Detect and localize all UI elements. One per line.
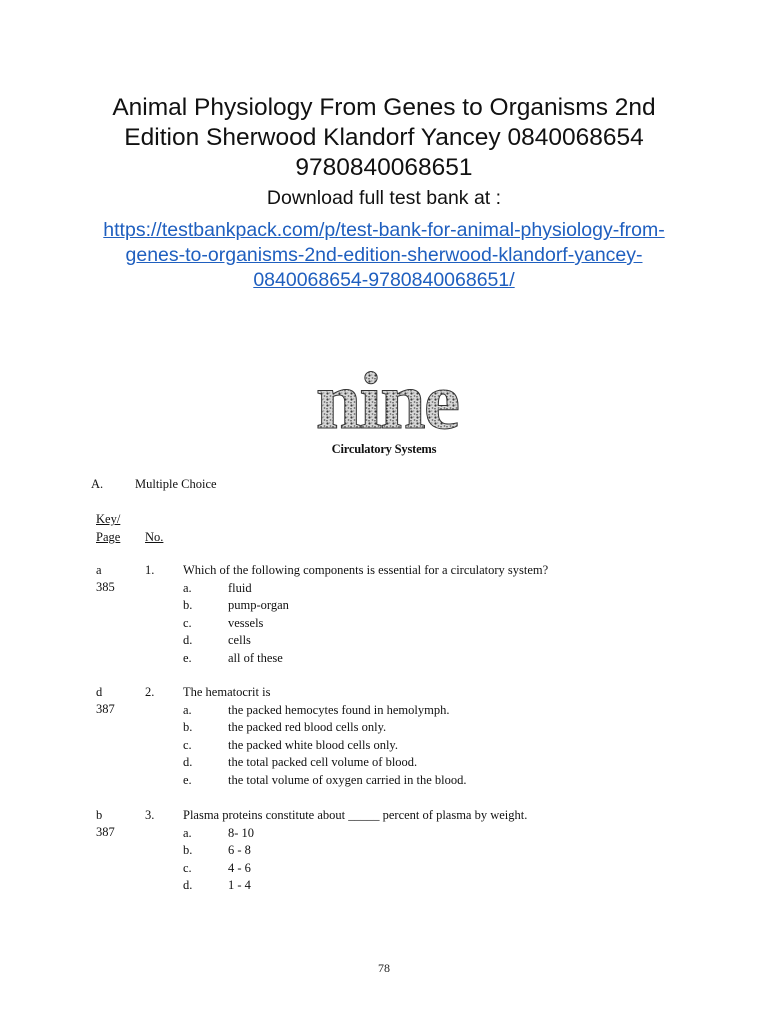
column-header-number: No.	[145, 530, 164, 544]
option-text: vessels	[228, 616, 264, 630]
option-letter: d.	[183, 633, 193, 647]
page-reference: 387	[96, 702, 115, 716]
answer-key: d	[96, 685, 103, 699]
option-letter: e.	[183, 651, 192, 665]
document-title	[0, 93, 768, 183]
option-letter: a.	[183, 703, 192, 717]
download-link-line[interactable]: https://testbankpack.com/p/test-bank-for-animal-physiology-from-	[103, 219, 665, 241]
page-reference: 385	[96, 580, 115, 594]
option-text: all of these	[228, 651, 283, 665]
download-link-line[interactable]: 0840068654-9780840068651/	[253, 269, 515, 291]
option-letter: b.	[183, 598, 193, 612]
chapter-word-art-text: nine	[315, 368, 459, 442]
option-letter: d.	[183, 755, 193, 769]
question-stem: The hematocrit is	[183, 685, 271, 699]
option-text: cells	[228, 633, 251, 647]
option-letter: b.	[183, 720, 193, 734]
column-header-key: Key/	[96, 512, 121, 526]
option-text: pump-organ	[228, 598, 289, 612]
option-letter: d.	[183, 878, 193, 892]
option-text: 4 - 6	[228, 861, 251, 875]
option-letter: a.	[183, 826, 192, 840]
question-number: 3.	[145, 808, 155, 822]
section-number: A.	[91, 477, 104, 491]
option-letter: c.	[183, 861, 192, 875]
option-text: fluid	[228, 581, 252, 595]
page-reference: 387	[96, 825, 115, 839]
option-letter: c.	[183, 616, 192, 630]
option-text: 1 - 4	[228, 878, 251, 892]
option-text: 8- 10	[228, 826, 255, 840]
question-stem: Which of the following components is essential for a circulatory system?	[183, 563, 549, 577]
column-header-page: Page	[96, 530, 121, 544]
question-stem: Plasma proteins constitute about _____ percent of plasma by weight.	[183, 808, 528, 822]
option-text: the total volume of oxygen carried in the blood.	[228, 773, 467, 787]
option-letter: b.	[183, 843, 193, 857]
option-letter: a.	[183, 581, 192, 595]
option-text: the packed hemocytes found in hemolymph.	[228, 703, 450, 717]
section-label: Multiple Choice	[135, 477, 217, 491]
download-text: Download full test bank at :	[266, 187, 502, 209]
download-link-line[interactable]: genes-to-organisms-2nd-edition-sherwood-klandorf-yancey-	[125, 244, 643, 266]
option-text: the packed red blood cells only.	[228, 720, 387, 734]
option-letter: c.	[183, 738, 192, 752]
download-link-block[interactable]	[0, 218, 768, 293]
answer-key: b	[96, 808, 103, 822]
question-number: 2.	[145, 685, 155, 699]
option-letter: e.	[183, 773, 192, 787]
option-text: the packed white blood cells only.	[228, 738, 398, 752]
chapter-title: Circulatory Systems	[331, 442, 437, 456]
title-line: 9780840068651	[295, 154, 473, 181]
question-number: 1.	[145, 563, 155, 577]
page-number: 78	[378, 961, 390, 975]
title-line: Animal Physiology From Genes to Organisms 2nd	[112, 94, 656, 121]
option-text: the total packed cell volume of blood.	[228, 755, 418, 769]
answer-key: a	[96, 563, 102, 577]
chapter-word-art	[290, 368, 484, 442]
title-line: Edition Sherwood Klandorf Yancey 0840068654	[124, 124, 644, 151]
option-text: 6 - 8	[228, 843, 251, 857]
